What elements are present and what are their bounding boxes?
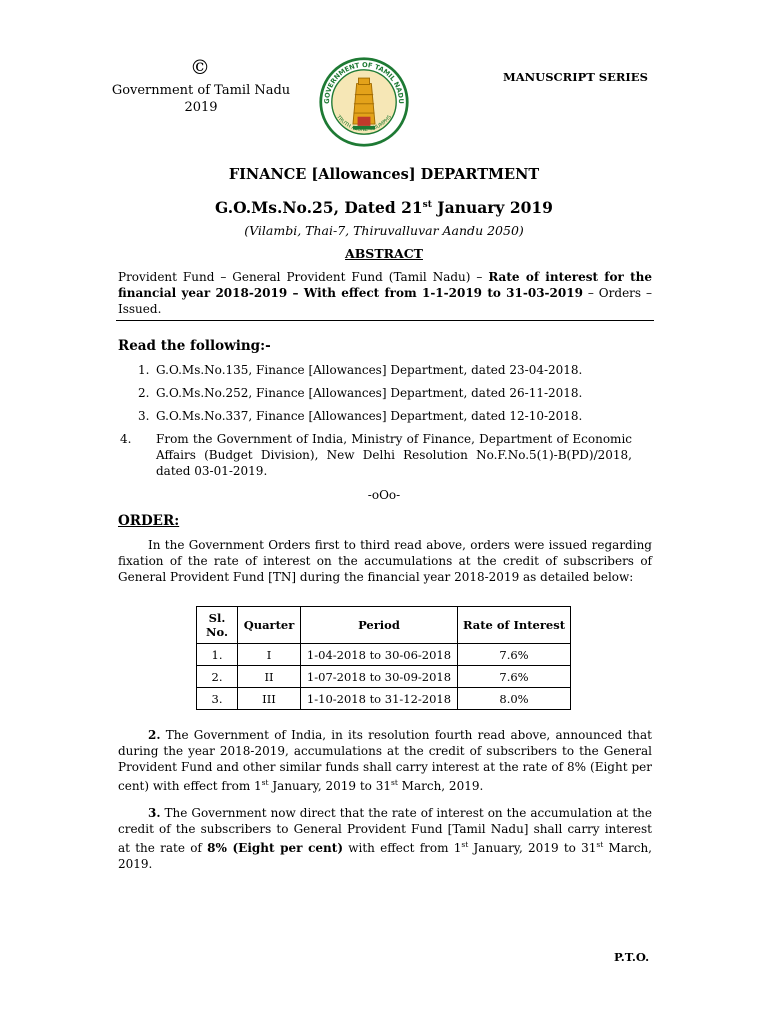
paragraph-3-number: 3. <box>148 806 161 820</box>
government-year: 2019 <box>184 100 218 115</box>
superscript: st <box>461 840 469 849</box>
interest-rate-table <box>196 606 571 710</box>
column-header-slno: Sl. No. <box>197 607 238 644</box>
table-header-row <box>197 607 571 644</box>
superscript: st <box>596 840 604 849</box>
tamil-calendar-date: (Vilambi, Thai-7, Thiruvalluvar Aandu 2050) <box>244 223 524 238</box>
paragraph-2-text: January, 2019 to 31 <box>268 779 391 793</box>
go-suffix: January 2019 <box>431 198 553 217</box>
paragraph-3-rate: 8% (Eight per cent) <box>207 841 343 855</box>
reference-item <box>138 385 632 401</box>
section-separator: -oOo- <box>367 488 401 502</box>
reference-number: 3. <box>138 409 150 423</box>
column-header-period: Period <box>301 607 458 644</box>
reference-number: 1. <box>138 363 150 377</box>
cell-rate: 7.6% <box>458 644 571 666</box>
reference-number: 2. <box>138 386 150 400</box>
order-paragraph-2 <box>118 727 652 794</box>
cell-period: 1-10-2018 to 31-12-2018 <box>301 688 458 710</box>
subject-paragraph <box>118 269 652 317</box>
paragraph-3-text: with effect from 1 <box>343 841 462 855</box>
subject-part1: Provident Fund – General Provident Fund (Tamil Nadu) – <box>118 270 489 284</box>
manuscript-series-label: MANUSCRIPT SERIES <box>503 70 648 84</box>
reference-text: From the Government of India, Ministry of Finance, Department of Economic Affairs (Budget Division), New Delhi Resolution No.F.No.5(1)-B(PD)/2018, dated 03-01-2019. <box>156 432 632 478</box>
reference-item <box>120 431 632 479</box>
table-row <box>197 688 571 710</box>
pto-footer: P.T.O. <box>614 950 650 964</box>
cell-quarter: III <box>238 688 301 710</box>
order-paragraph-3 <box>118 805 652 872</box>
reference-text: G.O.Ms.No.135, Finance [Allowances] Department, dated 23-04-2018. <box>156 363 583 377</box>
reference-number: 4. <box>120 432 132 446</box>
go-number-title <box>0 198 768 217</box>
subject-part3: – Orders – Issued. <box>118 286 652 316</box>
abstract-heading <box>0 246 768 261</box>
government-name: Government of Tamil Nadu <box>111 83 291 98</box>
paragraph-2-text: The Government of India, in its resolution fourth read above, announced that during the year 2018-2019, accumulations at the credit of subscribers to the General Provident Fund and other similar funds shall carry interest at the rate of 8% (Eight per cent) with effect from 1 <box>118 728 652 793</box>
cell-quarter: II <box>238 666 301 688</box>
cell-period: 1-04-2018 to 30-06-2018 <box>301 644 458 666</box>
cell-slno: 1. <box>197 644 238 666</box>
table-row <box>197 644 571 666</box>
order-paragraph-1 <box>118 537 652 585</box>
cell-rate: 7.6% <box>458 666 571 688</box>
tamil-nadu-emblem-icon <box>318 56 410 148</box>
column-header-quarter: Quarter <box>238 607 301 644</box>
cell-slno: 3. <box>197 688 238 710</box>
reference-list <box>120 362 632 486</box>
superscript: st <box>390 778 398 787</box>
order-heading: ORDER: <box>118 513 180 529</box>
svg-text:TRUTH ALONE TRIUMPHS: TRUTH ALONE TRIUMPHS <box>335 114 393 134</box>
department-title: FINANCE [Allowances] DEPARTMENT <box>228 166 540 183</box>
abstract-heading-text: ABSTRACT <box>345 246 423 261</box>
paragraph-1-text: In the Government Orders first to third read above, orders were issued regarding fixation of the rate of interest on the accumulations at the credit of subscribers of General Provident Fund [TN] during the financial year 2018-2019 as detailed below: <box>118 538 652 584</box>
svg-text:GOVERNMENT OF TAMIL NADU: GOVERNMENT OF TAMIL NADU <box>322 60 406 104</box>
reference-text: G.O.Ms.No.252, Finance [Allowances] Department, dated 26-11-2018. <box>156 386 583 400</box>
go-prefix: G.O.Ms.No.25, Dated 21 <box>215 198 423 217</box>
cell-slno: 2. <box>197 666 238 688</box>
table-row <box>197 666 571 688</box>
paragraph-2-number: 2. <box>148 728 161 742</box>
paragraph-3-text: March, 2019. <box>118 841 652 871</box>
reference-text: G.O.Ms.No.337, Finance [Allowances] Department, dated 12-10-2018. <box>156 409 583 423</box>
reference-item <box>138 362 632 378</box>
copyright-symbol: © <box>190 55 210 79</box>
paragraph-2-text: March, 2019. <box>397 779 484 793</box>
cell-rate: 8.0% <box>458 688 571 710</box>
superscript: st <box>261 778 269 787</box>
go-superscript: st <box>422 199 432 210</box>
reference-item <box>138 408 632 424</box>
column-header-rate: Rate of Interest <box>458 607 571 644</box>
paragraph-3-text: January, 2019 to 31 <box>468 841 597 855</box>
cell-quarter: I <box>238 644 301 666</box>
subject-part2: Rate of interest for the financial year 2018-2019 – With effect from 1-1-2019 to 31-03-2019 <box>118 270 652 300</box>
government-header <box>96 82 306 116</box>
subject-divider <box>116 320 654 321</box>
cell-period: 1-07-2018 to 30-09-2018 <box>301 666 458 688</box>
read-heading: Read the following:- <box>118 338 271 354</box>
paragraph-3-text: The Government now direct that the rate of interest on the accumulation at the credit of the subscribers to General Provident Fund [Tamil Nadu] shall carry interest at the rate of <box>118 806 652 855</box>
